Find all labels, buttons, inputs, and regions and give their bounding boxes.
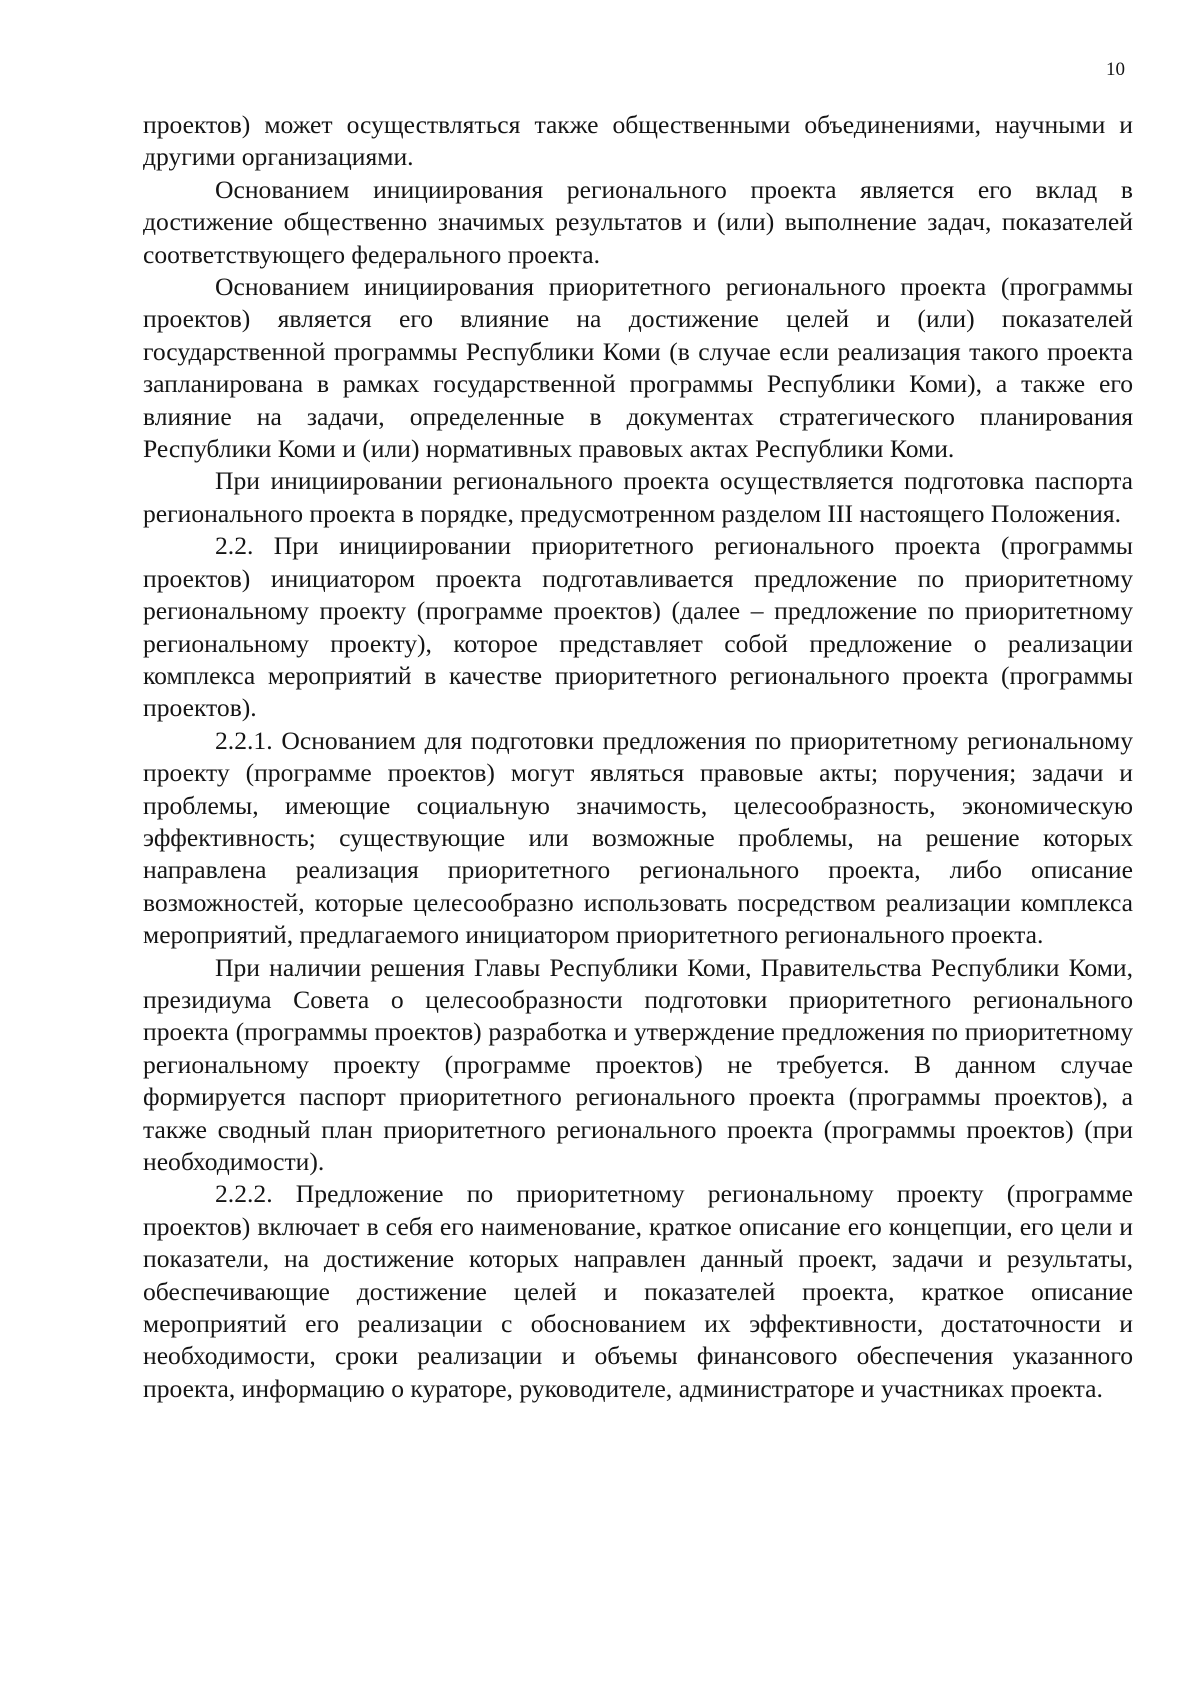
document-body — [143, 109, 1133, 1405]
paragraph-priority-project-basis: Основанием инициирования приоритетного регионального проекта (программы проектов) является его влияние на достижение целей и (или) показателей государственной программы Республики Коми (в случае если реализация такого проекта запланирована в рамках государственной программы Республики Коми), а также его влияние на задачи, определенные в документах стратегического планирования Республики Коми и (или) нормативных правовых актах Республики Коми. — [143, 272, 1133, 464]
paragraph-2-2-2: 2.2.2. Предложение по приоритетному региональному проекту (программе проектов) включает в себя его наименование, краткое описание его концепции, его цели и показатели, на достижение которых направлен данный проект, задачи и результаты, обеспечивающие достижение целей и показателей проекта, краткое описание мероприятий его реализации с обоснованием их эффективности, достаточности и необходимости, сроки реализации и объемы финансового обеспечения указанного проекта, информацию о кураторе, руководителе, администраторе и участниках проекта. — [143, 1179, 1133, 1403]
paragraph-regional-project-basis: Основанием инициирования регионального проекта является его вклад в достижение общественно значимых результатов и (или) выполнение задач, показателей соответствующего федерального проекта. — [143, 174, 1133, 269]
paragraph-2-2: 2.2. При инициировании приоритетного регионального проекта (программы проектов) инициатором проекта подготавливается предложение по приоритетному региональному проекту (программе проектов) (далее – предложение по приоритетному региональному проекту), которое представляет собой предложение о реализации комплекса мероприятий в качестве приоритетного регионального проекта (программы проектов). — [143, 531, 1133, 723]
page-number: 10 — [1106, 59, 1125, 80]
paragraph-continuation: проектов) может осуществляться также общественными объединениями, научными и другими организациями. — [143, 110, 1133, 172]
paragraph-passport-preparation: При инициировании регионального проекта осуществляется подготовка паспорта регионального проекта в порядке, предусмотренном разделом III настоящего Положения. — [143, 466, 1133, 528]
paragraph-2-2-1: 2.2.1. Основанием для подготовки предложения по приоритетному региональному проекту (программе проектов) могут являться правовые акты; поручения; задачи и проблемы, имеющие социальную значимость, целесообразность, экономическую эффективность; существующие или возможные проблемы, на решение которых направлена реализация приоритетного регионального проекта, либо описание возможностей, которые целесообразно использовать посредством реализации комплекса мероприятий, предлагаемого инициатором приоритетного регионального проекта. — [143, 725, 1133, 950]
paragraph-decision-exception: При наличии решения Главы Республики Коми, Правительства Республики Коми, президиума Совета о целесообразности подготовки приоритетного регионального проекта (программы проектов) разработка и утверждение предложения по приоритетному региональному проекту (программе проектов) не требуется. В данном случае формируется паспорт приоритетного регионального проекта (программы проектов), а также сводный план приоритетного регионального проекта (программы проектов) (при необходимости). — [143, 952, 1133, 1176]
